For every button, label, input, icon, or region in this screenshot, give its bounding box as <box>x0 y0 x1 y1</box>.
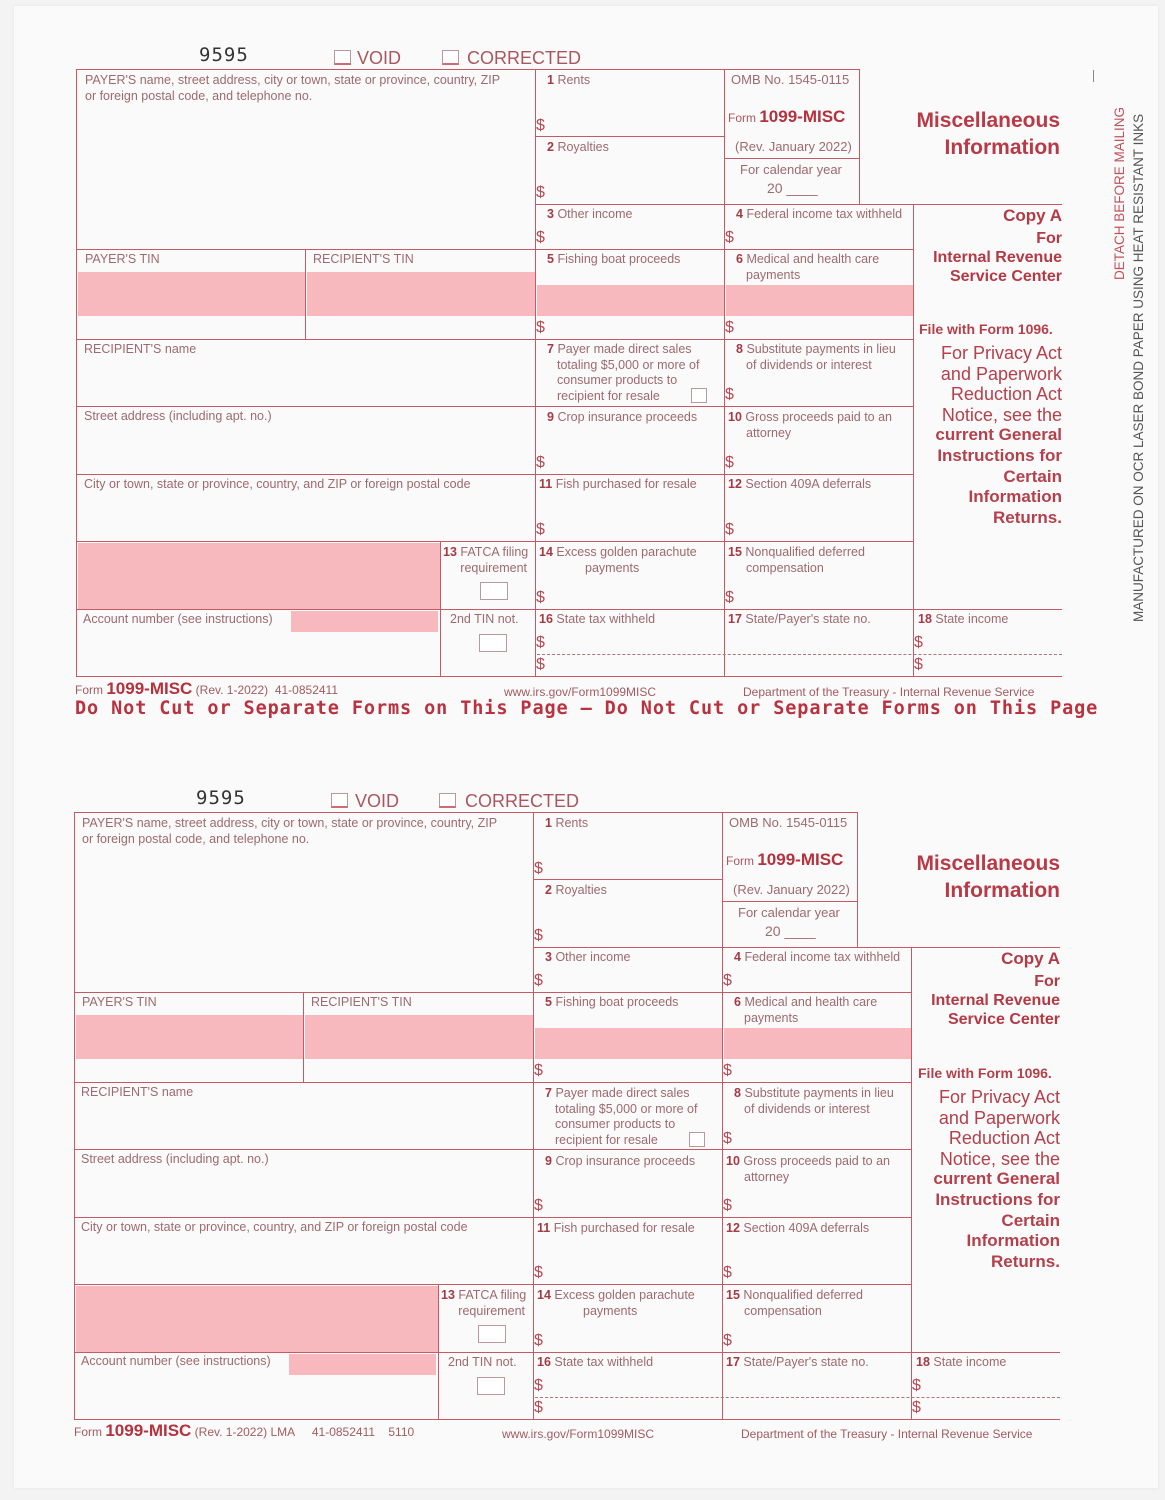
box5-dollar: $ <box>534 1062 543 1079</box>
treasury-dept: Department of the Treasury - Internal Revenue Service <box>743 685 1035 699</box>
rule <box>535 204 1062 205</box>
box11-dollar: $ <box>534 1264 543 1281</box>
box16-dollar-2: $ <box>534 1399 543 1416</box>
box8-label: 8 Substitute payments in lieu of dividends or interest <box>734 1086 894 1116</box>
second-tin-checkbox[interactable] <box>477 1377 505 1395</box>
void-checkbox[interactable] <box>334 50 351 65</box>
recipient-name-label: RECIPIENT'S name <box>81 1085 194 1099</box>
box5-dollar: $ <box>536 319 545 336</box>
form-title: Miscellaneous Information <box>916 109 1060 159</box>
box13-label: 13 FATCA filing requirement <box>441 1288 527 1318</box>
recipient-tin-label: RECIPIENT'S TIN <box>313 252 414 266</box>
payer-block-label: PAYER'S name, street address, city or town, state or province, country, ZIP or foreign postal code, and telephone no. <box>85 73 501 103</box>
box15-label: 15 Nonqualified deferred compensation <box>728 545 865 575</box>
box2-dollar: $ <box>534 927 543 944</box>
rule <box>76 676 1062 677</box>
box13-label: 13 FATCA filing requirement <box>443 545 529 575</box>
void-label: VOID <box>355 791 400 811</box>
box16-dollar-1: $ <box>536 634 545 651</box>
box12-dollar: $ <box>723 1264 732 1281</box>
rule <box>724 158 859 159</box>
irs-url: www.irs.gov/Form1099MISC <box>504 685 657 699</box>
privacy-notice: For Privacy Act and Paperwork Reduction Act Notice, see the current General Instructions for Certain Information Returns. <box>933 1087 1060 1271</box>
box6-label: 6 Medical and health care payments <box>736 252 880 282</box>
box2-dollar: $ <box>536 184 545 201</box>
rule <box>74 1352 1060 1353</box>
rule <box>76 249 913 250</box>
box15-dollar: $ <box>725 589 734 606</box>
box1-label: 1 Rents <box>545 816 589 830</box>
privacy-notice: For Privacy Act and Paperwork Reduction Act Notice, see the current General Instructions for Certain Information Returns. <box>935 343 1062 527</box>
rule <box>74 1419 1060 1420</box>
box3-label: 3 Other income <box>545 950 631 964</box>
rule <box>76 474 913 475</box>
form-footer-id: Form 1099-MISC (Rev. 1-2022) 41-0852411 <box>75 679 338 698</box>
second-tin-checkbox[interactable] <box>479 634 507 652</box>
rule <box>76 69 859 70</box>
box10-label: 10 Gross proceeds paid to an attorney <box>728 410 893 440</box>
form-title: Miscellaneous Information <box>916 852 1060 902</box>
recipient-tin-field[interactable] <box>305 1015 533 1059</box>
rule <box>535 136 724 137</box>
rule <box>722 901 857 902</box>
rule <box>76 69 77 677</box>
rule <box>74 812 75 1420</box>
box18-dollar-2: $ <box>914 656 923 673</box>
payer-tin-field[interactable] <box>78 272 305 316</box>
second-tin-label: 2nd TIN not. <box>448 1355 517 1369</box>
box18-label: 18 State income <box>918 612 1009 626</box>
form-code: 9595 <box>196 787 246 809</box>
box10-dollar: $ <box>725 454 734 471</box>
box18-label: 18 State income <box>916 1355 1007 1369</box>
form-1099-misc-bottom <box>0 743 1165 1443</box>
manufactured-note: MANUFACTURED ON OCR LASER BOND PAPER USING HEAT RESISTANT INKS <box>1131 113 1146 622</box>
payer-block-label: PAYER'S name, street address, city or town, state or province, country, ZIP or foreign postal code, and telephone no. <box>82 816 498 846</box>
form-revision: (Rev. January 2022) <box>733 882 850 897</box>
box5-shade <box>535 1028 722 1059</box>
box9-dollar: $ <box>534 1197 543 1214</box>
rule <box>76 609 1062 610</box>
box7-label: 7 Payer made direct sales totaling $5,000 or more of consumer products to recipient for resale <box>547 342 700 403</box>
calendar-year-value[interactable]: 20 ____ <box>765 923 816 939</box>
box14-dollar: $ <box>534 1332 543 1349</box>
form-number: Form 1099-MISC <box>726 850 844 869</box>
box16-label: 16 State tax withheld <box>537 1355 654 1369</box>
street-address-label: Street address (including apt. no.) <box>81 1152 269 1166</box>
box3-dollar: $ <box>536 229 545 246</box>
box16-label: 16 State tax withheld <box>539 612 656 626</box>
rule <box>74 1284 911 1285</box>
corrected-checkbox[interactable] <box>439 793 456 808</box>
fatca-shade <box>78 543 440 609</box>
box7-checkbox[interactable] <box>689 1132 705 1147</box>
recipient-tin-label: RECIPIENT'S TIN <box>311 995 412 1009</box>
box1-dollar: $ <box>534 860 543 877</box>
box15-label: 15 Nonqualified deferred compensation <box>726 1288 863 1318</box>
rule <box>74 1217 911 1218</box>
file-with-1096: File with Form 1096. <box>919 321 1053 337</box>
rule <box>74 812 857 813</box>
box9-label: 9 Crop insurance proceeds <box>547 410 698 424</box>
city-label: City or town, state or province, country, and ZIP or foreign postal code <box>84 477 471 491</box>
box12-dollar: $ <box>725 521 734 538</box>
box14-label: 14 Excess golden parachute payments <box>539 545 697 575</box>
payer-tin-label: PAYER'S TIN <box>85 252 160 266</box>
box6-shade <box>724 1028 911 1059</box>
box7-label: 7 Payer made direct sales totaling $5,000 or more of consumer products to recipient for resale <box>545 1086 698 1147</box>
box15-dollar: $ <box>723 1332 732 1349</box>
rule <box>74 1149 911 1150</box>
box6-dollar: $ <box>723 1062 732 1079</box>
box6-dollar: $ <box>725 319 734 336</box>
rule <box>535 69 536 677</box>
box17-label: 17 State/Payer's state no. <box>728 612 871 626</box>
box7-checkbox[interactable] <box>691 388 707 403</box>
box9-label: 9 Crop insurance proceeds <box>545 1154 696 1168</box>
box6-shade <box>726 285 913 316</box>
copy-a-block: Copy A For Internal Revenue Service Center <box>931 949 1060 1028</box>
box2-label: 2 Royalties <box>547 140 609 154</box>
do-not-cut-warning: Do Not Cut or Separate Forms on This Page — Do Not Cut or Separate Forms on This Page <box>75 698 1099 719</box>
box5-label: 5 Fishing boat proceeds <box>545 995 679 1009</box>
box11-label: 11 Fish purchased for resale <box>539 477 697 491</box>
irs-url: www.irs.gov/Form1099MISC <box>502 1427 655 1441</box>
rule <box>857 812 858 948</box>
form-1099-misc-top <box>0 0 1165 719</box>
rule <box>305 249 306 339</box>
box1-label: 1 Rents <box>547 73 591 87</box>
omb-number: OMB No. 1545-0115 <box>729 815 848 830</box>
box16-dollar-1: $ <box>534 1377 543 1394</box>
form-code: 9595 <box>199 44 249 66</box>
payer-tin-label: PAYER'S TIN <box>82 995 157 1009</box>
rule <box>724 69 725 677</box>
void-label: VOID <box>357 48 402 68</box>
box8-label: 8 Substitute payments in lieu of dividends or interest <box>736 342 896 372</box>
rule <box>76 541 913 542</box>
calendar-year-value[interactable]: 20 ____ <box>767 180 818 196</box>
box4-label: 4 Federal income tax withheld <box>736 207 903 221</box>
treasury-dept: Department of the Treasury - Internal Revenue Service <box>741 1427 1033 1441</box>
corrected-label: CORRECTED <box>465 791 580 811</box>
account-number-label: Account number (see instructions) <box>83 612 273 626</box>
rule <box>303 992 304 1082</box>
rule <box>537 654 1062 655</box>
box16-dollar-2: $ <box>536 656 545 673</box>
box8-dollar: $ <box>725 386 734 403</box>
box4-dollar: $ <box>723 972 732 989</box>
city-label: City or town, state or province, country, and ZIP or foreign postal code <box>81 1220 468 1234</box>
rule <box>535 1397 1060 1398</box>
box18-dollar-2: $ <box>912 1399 921 1416</box>
box3-dollar: $ <box>534 972 543 989</box>
box4-dollar: $ <box>725 229 734 246</box>
file-with-1096: File with Form 1096. <box>918 1065 1052 1081</box>
box14-label: 14 Excess golden parachute payments <box>537 1288 695 1318</box>
corrected-label: CORRECTED <box>467 48 582 68</box>
form-number: Form 1099-MISC <box>728 107 846 126</box>
box10-dollar: $ <box>723 1197 732 1214</box>
recipient-name-label: RECIPIENT'S name <box>84 342 197 356</box>
account-number-label: Account number (see instructions) <box>81 1354 271 1368</box>
rule <box>74 1082 911 1083</box>
rule <box>533 812 534 1420</box>
second-tin-label: 2nd TIN not. <box>450 612 519 626</box>
omb-number: OMB No. 1545-0115 <box>731 72 850 87</box>
form-footer-id: Form 1099-MISC (Rev. 1-2022) LMA 41-0852411 5110 <box>74 1421 415 1440</box>
rule <box>533 947 1060 948</box>
fatca-checkbox[interactable] <box>480 582 508 600</box>
box11-label: 11 Fish purchased for resale <box>537 1221 695 1235</box>
rule <box>76 339 913 340</box>
box10-label: 10 Gross proceeds paid to an attorney <box>726 1154 891 1184</box>
box18-dollar-1: $ <box>914 634 923 651</box>
box18-dollar-1: $ <box>912 1377 921 1394</box>
box12-label: 12 Section 409A deferrals <box>728 477 872 491</box>
box6-label: 6 Medical and health care payments <box>734 995 878 1025</box>
box1-dollar: $ <box>536 117 545 134</box>
account-number-field[interactable] <box>291 611 438 632</box>
calendar-year-label: For calendar year <box>738 905 840 920</box>
box17-label: 17 State/Payer's state no. <box>726 1355 869 1369</box>
payer-tin-field[interactable] <box>76 1015 303 1059</box>
recipient-tin-field[interactable] <box>307 272 535 316</box>
box11-dollar: $ <box>536 521 545 538</box>
rule <box>859 69 860 205</box>
box3-label: 3 Other income <box>547 207 633 221</box>
form-revision: (Rev. January 2022) <box>735 139 852 154</box>
rule <box>722 812 723 1420</box>
account-number-field[interactable] <box>289 1354 436 1375</box>
box5-shade <box>537 285 724 316</box>
rule <box>76 406 913 407</box>
box4-label: 4 Federal income tax withheld <box>734 950 901 964</box>
box2-label: 2 Royalties <box>545 883 607 897</box>
rule <box>74 992 911 993</box>
corrected-checkbox[interactable] <box>442 50 459 65</box>
copy-a-block: Copy A For Internal Revenue Service Center <box>933 206 1062 285</box>
box14-dollar: $ <box>536 589 545 606</box>
box5-label: 5 Fishing boat proceeds <box>547 252 681 266</box>
calendar-year-label: For calendar year <box>740 162 842 177</box>
fatca-checkbox[interactable] <box>478 1325 506 1343</box>
rule <box>533 879 722 880</box>
box8-dollar: $ <box>723 1130 732 1147</box>
box9-dollar: $ <box>536 454 545 471</box>
fatca-shade <box>76 1286 438 1352</box>
street-address-label: Street address (including apt. no.) <box>84 409 272 423</box>
detach-before-mailing: DETACH BEFORE MAILING <box>1112 106 1127 280</box>
void-checkbox[interactable] <box>331 793 348 808</box>
box12-label: 12 Section 409A deferrals <box>726 1221 870 1235</box>
